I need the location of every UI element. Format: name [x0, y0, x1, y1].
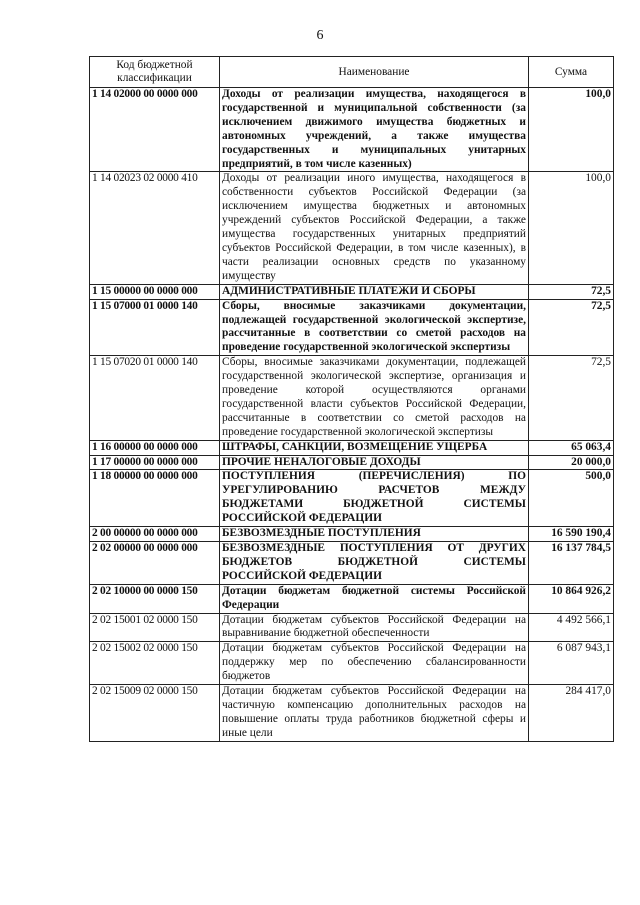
table-row	[90, 584, 614, 613]
table-row	[90, 470, 614, 527]
table-row	[90, 440, 614, 455]
header-name: Наименование	[220, 57, 529, 88]
row-code: 2 02 15001 02 0000 150	[90, 613, 220, 642]
table-row	[90, 299, 614, 356]
row-name: АДМИНИСТРАТИВНЫЕ ПЛАТЕЖИ И СБОРЫ	[220, 284, 529, 299]
page-number: 6	[316, 28, 324, 43]
row-sum: 10 864 926,2	[529, 584, 614, 613]
table-row	[90, 88, 614, 172]
row-code: 1 18 00000 00 0000 000	[90, 470, 220, 527]
header-code: Код бюджетной классификации	[90, 57, 220, 88]
row-code: 1 14 02023 02 0000 410	[90, 172, 220, 284]
row-name: ШТРАФЫ, САНКЦИИ, ВОЗМЕЩЕНИЕ УЩЕРБА	[220, 440, 529, 455]
table-header-row	[90, 57, 614, 88]
row-sum: 20 000,0	[529, 455, 614, 470]
row-code: 2 02 10000 00 0000 150	[90, 584, 220, 613]
row-code: 1 17 00000 00 0000 000	[90, 455, 220, 470]
row-code: 1 15 07020 01 0000 140	[90, 356, 220, 440]
row-code: 1 14 02000 00 0000 000	[90, 88, 220, 172]
row-sum: 72,5	[529, 356, 614, 440]
table-row	[90, 613, 614, 642]
row-sum: 284 417,0	[529, 685, 614, 742]
row-code: 2 00 00000 00 0000 000	[90, 527, 220, 542]
table-row	[90, 527, 614, 542]
row-name: ПРОЧИЕ НЕНАЛОГОВЫЕ ДОХОДЫ	[220, 455, 529, 470]
table-row	[90, 172, 614, 284]
table-row	[90, 356, 614, 440]
row-sum: 6 087 943,1	[529, 642, 614, 685]
row-sum: 100,0	[529, 88, 614, 172]
row-name: Сборы, вносимые заказчиками документации, подлежащей государственной экологической экспертизе, рассчитанные в соответствии со сметой расходов на проведение государственной экологической экспертизы	[220, 299, 529, 356]
row-code: 2 02 00000 00 0000 000	[90, 542, 220, 585]
table-row	[90, 685, 614, 742]
row-name: ПОСТУПЛЕНИЯ (ПЕРЕЧИСЛЕНИЯ) ПО УРЕГУЛИРОВАНИЮ РАСЧЕТОВ МЕЖДУ БЮДЖЕТАМИ БЮДЖЕТНОЙ СИСТЕМЫ РОССИЙСКОЙ ФЕДЕРАЦИИ	[220, 470, 529, 527]
row-sum: 500,0	[529, 470, 614, 527]
row-name: Сборы, вносимые заказчиками документации, подлежащей государственной экологической экспертизе, организация и проведение которой осуществляются органами государственной власти субъектов Российской Федерации, рассчитанные в соответствии со сметой расходов на проведение государственной экологической экспертизы	[220, 356, 529, 440]
table-body	[90, 88, 614, 742]
row-name: Доходы от реализации иного имущества, находящегося в собственности субъектов Российской Федерации (за исключением имущества бюджетных и автономных учреждений субъектов Российской Федерации, а также имущества государственных унитарных предприятий субъектов Российской Федерации, в том числе казенных), в части реализации основных средств по указанному имуществу	[220, 172, 529, 284]
header-sum: Сумма	[529, 57, 614, 88]
row-name: Дотации бюджетам субъектов Российской Федерации на частичную компенсацию дополнительных расходов на повышение оплаты труда работников бюджетной сферы и иные цели	[220, 685, 529, 742]
row-name: Дотации бюджетам субъектов Российской Федерации на поддержку мер по обеспечению сбалансированности бюджетов	[220, 642, 529, 685]
row-name: БЕЗВОЗМЕЗДНЫЕ ПОСТУПЛЕНИЯ ОТ ДРУГИХ БЮДЖЕТОВ БЮДЖЕТНОЙ СИСТЕМЫ РОССИЙСКОЙ ФЕДЕРАЦИИ	[220, 542, 529, 585]
row-sum: 72,5	[529, 284, 614, 299]
table-row	[90, 542, 614, 585]
row-name: БЕЗВОЗМЕЗДНЫЕ ПОСТУПЛЕНИЯ	[220, 527, 529, 542]
table-row	[90, 284, 614, 299]
row-name: Дотации бюджетам бюджетной системы Российской Федерации	[220, 584, 529, 613]
row-sum: 4 492 566,1	[529, 613, 614, 642]
row-sum: 72,5	[529, 299, 614, 356]
table-row	[90, 455, 614, 470]
row-sum: 16 137 784,5	[529, 542, 614, 585]
row-name: Доходы от реализации имущества, находящегося в государственной и муниципальной собственности (за исключением движимого имущества бюджетных и автономных учреждений, а также имущества государственных и муниципальных унитарных предприятий, в том числе казенных)	[220, 88, 529, 172]
row-name: Дотации бюджетам субъектов Российской Федерации на выравнивание бюджетной обеспеченности	[220, 613, 529, 642]
budget-revenue-table	[89, 56, 614, 742]
row-sum: 16 590 190,4	[529, 527, 614, 542]
row-sum: 65 063,4	[529, 440, 614, 455]
row-code: 1 16 00000 00 0000 000	[90, 440, 220, 455]
row-code: 1 15 07000 01 0000 140	[90, 299, 220, 356]
table-row	[90, 642, 614, 685]
row-code: 1 15 00000 00 0000 000	[90, 284, 220, 299]
row-code: 2 02 15002 02 0000 150	[90, 642, 220, 685]
row-sum: 100,0	[529, 172, 614, 284]
row-code: 2 02 15009 02 0000 150	[90, 685, 220, 742]
